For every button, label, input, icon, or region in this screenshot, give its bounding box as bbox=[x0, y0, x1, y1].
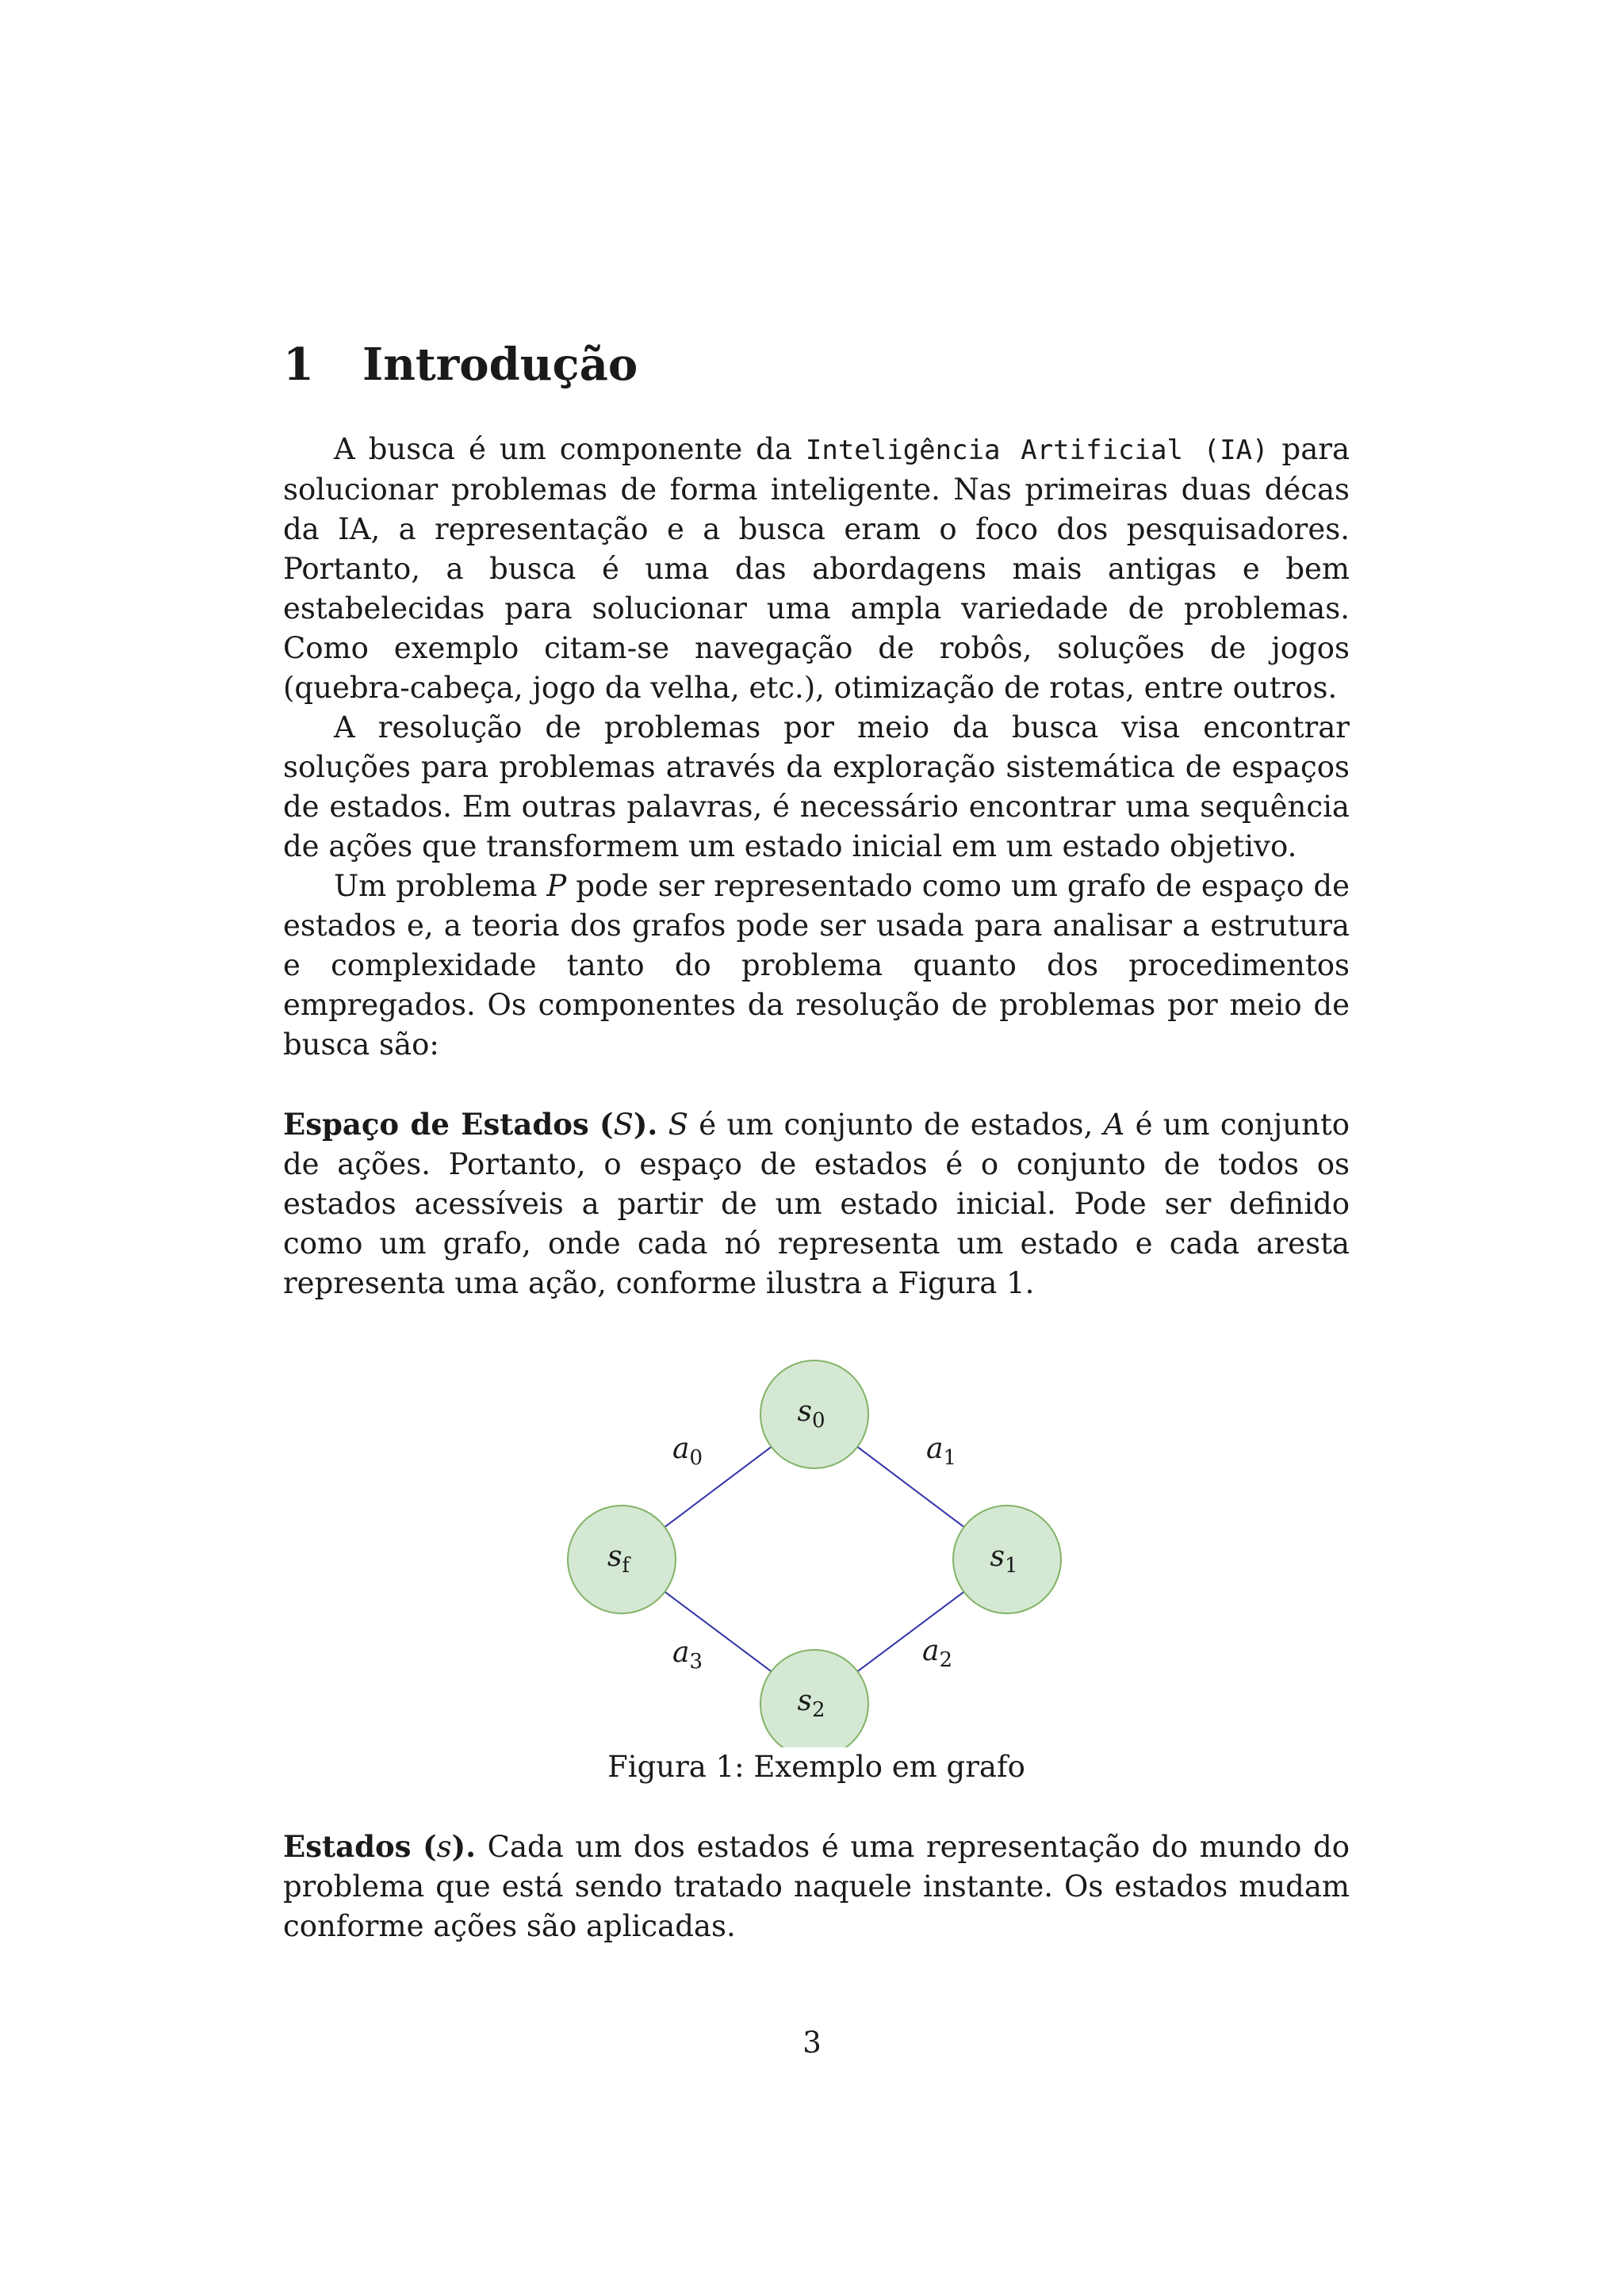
definition-symbol-actions: A bbox=[1103, 1107, 1125, 1142]
figure-caption: Figura 1: Exemplo em grafo bbox=[607, 1749, 1025, 1784]
definition-text-2: é um conjunto de ações. Portanto, o espaço de estados é o conjunto de todos os estados acessíveis a partir de um estado inicial. Pode ser definido como um grafo, onde cada nó representa um estado e cada aresta representa uma ação, conforme ilustra a Figura 1. bbox=[283, 1107, 1350, 1300]
definition-symbol: s bbox=[436, 1829, 452, 1864]
section-title: Introdução bbox=[362, 339, 638, 391]
edge-label: $a_0$ bbox=[672, 1432, 703, 1470]
definition-text-1: é um conjunto de estados, bbox=[688, 1107, 1104, 1142]
definition-symbol: S bbox=[613, 1107, 634, 1142]
edge-label: $a_2$ bbox=[921, 1634, 953, 1672]
section-number: 1 bbox=[283, 339, 314, 391]
paragraph-problem-text-2: pode ser representado como um grafo de espaço de estados e, a teoria dos grafos pode ser usada para analisar a estrutura e complexidade tanto do problema quanto dos procedimentos empregados. Os componentes da resolução de problemas por meio de busca são: bbox=[283, 868, 1350, 1062]
paragraph-search-resolution: A resolução de problemas por meio da busca visa encontrar soluções para problemas através da exploração sistemática de espaços de estados. Em outras palavras, é necessário encontrar uma sequência de ações que transformem um estado inicial em um estado objetivo. bbox=[283, 710, 1350, 863]
edge-label: $a_1$ bbox=[925, 1432, 957, 1470]
spacer bbox=[283, 1787, 1350, 1827]
node-label: $s_2$ bbox=[797, 1684, 825, 1722]
node-label: $s_0$ bbox=[797, 1395, 825, 1433]
definition-term: Estados bbox=[283, 1828, 412, 1864]
paragraph-problem-graph bbox=[283, 867, 1350, 1065]
spacer bbox=[283, 1065, 1350, 1104]
section-heading bbox=[283, 341, 1350, 390]
ia-term: Inteligência Artificial (IA) bbox=[805, 434, 1269, 466]
problem-variable: P bbox=[546, 868, 567, 903]
page-number: 3 bbox=[802, 2026, 822, 2060]
definition-states: Estados (s). Cada um dos estados é uma representação do mundo do problema que está sendo tratado naquele instante. Os estados mudam conforme ações são aplicadas. bbox=[283, 1828, 1350, 1943]
definition-text: Cada um dos estados é uma representação do mundo do problema que está sendo tratado naquele instante. Os estados mudam conforme ações são aplicadas. bbox=[283, 1829, 1350, 1943]
definition-symbol-inline: S bbox=[668, 1107, 688, 1142]
paragraph-intro-text-1: A busca é um componente da bbox=[334, 431, 806, 466]
edge-label: $a_3$ bbox=[672, 1636, 703, 1674]
figure-graph bbox=[283, 1335, 1350, 1747]
page-content bbox=[283, 341, 1350, 1946]
definition-state-space: Espaço de Estados (S). S é um conjunto de estados, A é um conjunto de ações. Portanto, o espaço de estados é o conjunto de todos os estados acessíveis a partir de um estado inicial. Pode ser definido como um grafo, onde cada nó representa um estado e cada aresta representa uma ação, conforme ilustra a Figura 1. bbox=[283, 1106, 1350, 1300]
paragraph-intro-text-2: para solucionar problemas de forma inteligente. Nas primeiras duas décas da IA, a representação e a busca eram o foco dos pesquisadores. Portanto, a busca é uma das abordagens mais antigas e bem estabelecidas para solucionar uma ampla variedade de problemas. Como exemplo citam-se navegação de robôs, soluções de jogos (quebra-cabeça, jogo da velha, etc.), otimização de rotas, entre outros. bbox=[283, 431, 1350, 705]
node-label: $s_f$ bbox=[607, 1540, 630, 1578]
graph-diagram bbox=[283, 1335, 1350, 1747]
paragraph-intro bbox=[283, 430, 1350, 708]
paragraph-problem-text-1: Um problema bbox=[334, 868, 547, 903]
node-label: $s_1$ bbox=[990, 1540, 1018, 1578]
definition-term: Espaço de Estados bbox=[283, 1106, 589, 1142]
